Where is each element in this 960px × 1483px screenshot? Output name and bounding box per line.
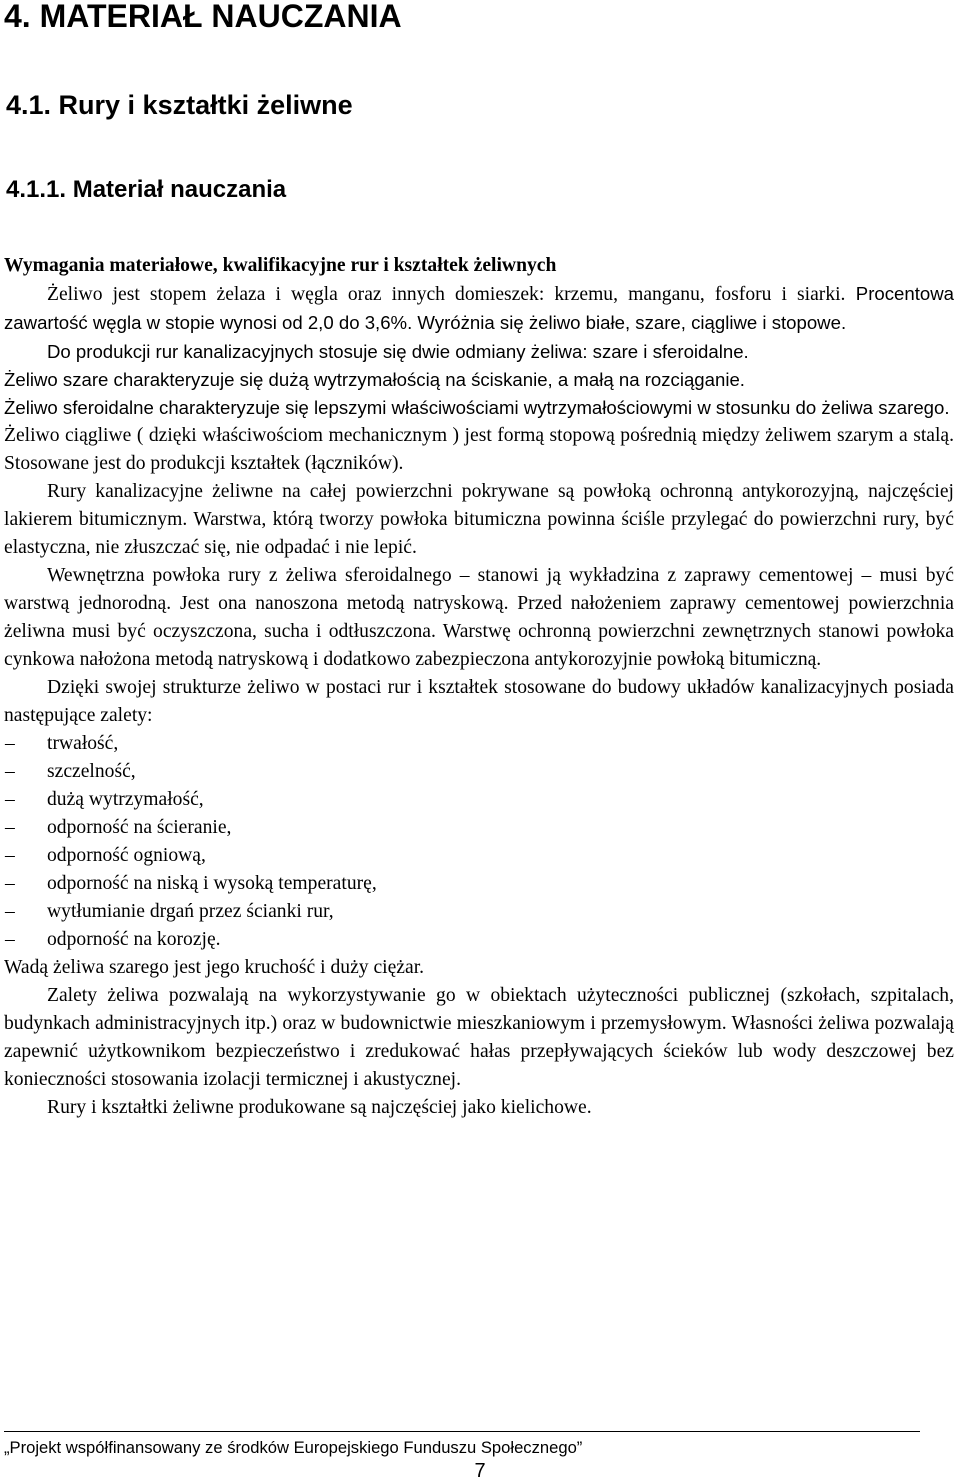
paragraph: Do produkcji rur kanalizacyjnych stosuje się dwie odmiany żeliwa: szare i sferoidalne. xyxy=(47,341,749,362)
paragraph: Żeliwo ciągliwe ( dzięki właściwościom mechanicznym ) jest formą stopową pośrednią między żeliwem szarym a stalą. Stosowane jest do produkcji kształtek (łączników). xyxy=(4,425,954,474)
dash-bullet: – xyxy=(5,845,15,866)
dash-bullet: – xyxy=(5,901,15,922)
list-item-text: dużą wytrzymałość, xyxy=(47,789,204,810)
paragraph-part: Żeliwo jest stopem żelaza i węgla oraz innych domieszek: krzemu, manganu, fosforu i siarki. xyxy=(47,284,846,305)
paragraph: Żeliwo szare charakteryzuje się dużą wytrzymałością na ściskanie, a małą na rozciąganie. xyxy=(4,369,745,390)
list-item-text: odporność na niską i wysoką temperaturę, xyxy=(47,873,377,894)
dash-bullet: – xyxy=(5,733,15,754)
paragraph: Wadą żeliwa szarego jest jego kruchość i duży ciężar. xyxy=(4,957,425,978)
list-item-text: odporność na korozję. xyxy=(47,929,221,950)
list-item xyxy=(4,814,954,842)
list-item xyxy=(4,758,954,786)
list-item-text: trwałość, xyxy=(47,733,119,754)
list-item xyxy=(4,898,954,926)
footer-note: „Projekt współfinansowany ze środków Europejskiego Funduszu Społecznego” xyxy=(4,1438,583,1457)
list-item-text: odporność ogniową, xyxy=(47,845,206,866)
list-item xyxy=(4,870,954,898)
section-heading: 4.1. Rury i kształtki żeliwne xyxy=(6,90,353,120)
subsection-heading: 4.1.1. Materiał nauczania xyxy=(6,176,287,203)
dash-bullet: – xyxy=(5,817,15,838)
list-item xyxy=(4,786,954,814)
dash-bullet: – xyxy=(5,929,15,950)
list-item xyxy=(4,730,954,758)
list-item xyxy=(4,842,954,870)
list-item-text: odporność na ścieranie, xyxy=(47,817,232,838)
advantages-list xyxy=(4,730,954,954)
paragraph-part: Procentowa zawartość węgla w stopie wynosi od 2,0 do 3,6%. Wyróżnia się żeliwo białe, szare, ciągliwe i stopowe. xyxy=(4,283,954,333)
paragraph: Żeliwo sferoidalne charakteryzuje się lepszymi właściwościami wytrzymałościowymi w stosunku do żeliwa szarego. xyxy=(4,397,950,418)
document-body xyxy=(4,252,954,1122)
paragraph: Rury i kształtki żeliwne produkowane są najczęściej jako kielichowe. xyxy=(47,1097,592,1118)
list-item xyxy=(4,926,954,954)
paragraph: Wewnętrzna powłoka rury z żeliwa sferoidalnego – stanowi ją wykładzina z zaprawy cementowej – musi być warstwą jednorodną. Jest ona nanoszona metodą natryskową. Przed nałożeniem zaprawy cementowej powierzchnia żeliwna musi być oczyszczona, sucha i odtłuszczona. Warstwę ochronną powierzchni zewnętrznych stanowi powłoka cynkowa nałożona metodą natryskową i dodatkowo zabezpieczona antykorozyjnie powłoką bitumiczną. xyxy=(4,565,954,670)
paragraph: Rury kanalizacyjne żeliwne na całej powierzchni pokrywane są powłoką ochronną antykorozyjną, najczęściej lakierem bitumicznym. Warstwa, którą tworzy powłoka bitumiczna powinna ściśle przylegać do powierzchni rury, być elastyczna, nie złuszczać się, nie odpadać i nie lepić. xyxy=(4,481,954,558)
paragraph: Zalety żeliwa pozwalają na wykorzystywanie go w obiektach użyteczności publicznej (szkołach, szpitalach, budynkach administracyjnych itp.) oraz w budownictwie mieszkaniowym i przemysłowym. Własności żeliwa pozwalają zapewnić użytkownikom bezpieczeństwo i zredukować hałas przepływających ścieków lub wody deszczowej bez konieczności stosowania izolacji termicznej i akustycznej. xyxy=(4,985,954,1090)
list-item-text: wytłumianie drgań przez ścianki rur, xyxy=(47,901,334,922)
page-number: 7 xyxy=(474,1460,486,1482)
dash-bullet: – xyxy=(5,761,15,782)
dash-bullet: – xyxy=(5,873,15,894)
dash-bullet: – xyxy=(5,789,15,810)
chapter-heading: 4. MATERIAŁ NAUCZANIA xyxy=(4,0,402,34)
list-item-text: szczelność, xyxy=(47,761,136,782)
paragraph xyxy=(4,280,954,338)
subheading: Wymagania materiałowe, kwalifikacyjne rur i kształtek żeliwnych xyxy=(4,255,557,276)
paragraph: Dzięki swojej strukturze żeliwo w postaci rur i kształtek stosowane do budowy układów kanalizacyjnych posiada następujące zalety: xyxy=(4,677,954,726)
footer-divider xyxy=(4,1431,920,1432)
